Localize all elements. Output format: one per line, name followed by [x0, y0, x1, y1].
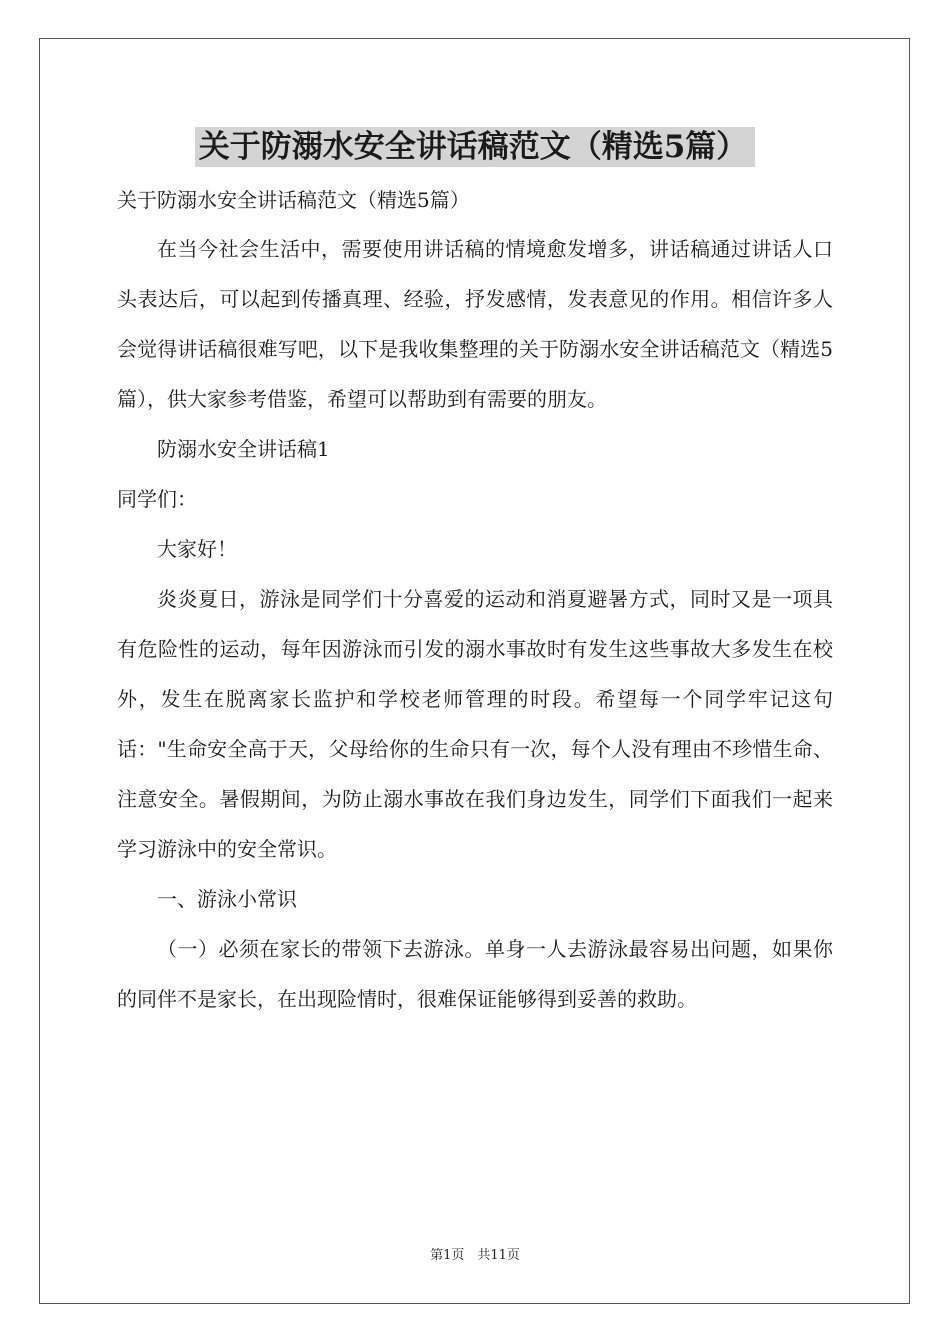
document-body: [117, 176, 833, 1024]
intro-paragraph: 在当今社会生活中，需要使用讲话稿的情境愈发增多，讲话稿通过讲话人口头表达后，可以起到传播真理、经验，抒发感情，发表意见的作用。相信许多人会觉得讲话稿很难写吧，以下是我收集整理的关于防溺水安全讲话稿范文（精选5篇），供大家参考借鉴，希望可以帮助到有需要的朋友。: [117, 237, 833, 411]
body-paragraph: （一）必须在家长的带领下去游泳。单身一人去游泳最容易出问题，如果你的同伴不是家长，在出现险情时，很难保证能够得到妥善的救助。: [117, 937, 833, 1011]
title-container: [0, 127, 950, 167]
subtitle-paragraph: 关于防溺水安全讲话稿范文（精选5篇）: [117, 188, 470, 212]
page-footer: 第1页 共11页: [430, 1248, 520, 1263]
section-heading: 防溺水安全讲话稿1: [157, 437, 330, 461]
subsection-heading: 一、游泳小常识: [157, 887, 297, 911]
body-paragraph: 炎炎夏日，游泳是同学们十分喜爱的运动和消夏避暑方式，同时又是一项具有危险性的运动，每年因游泳而引发的溺水事故时有发生这些事故大多发生在校外，发生在脱离家长监护和学校老师管理的时段。希望每一个同学牢记这句话："生命安全高于天，父母给你的生命只有一次，每个人没有理由不珍惜生命、注意安全。暑假期间，为防止溺水事故在我们身边发生，同学们下面我们一起来学习游泳中的安全常识。: [117, 587, 833, 861]
document-title: 关于防溺水安全讲话稿范文（精选5篇）: [195, 127, 756, 167]
salutation: 同学们：: [117, 487, 197, 511]
greeting: 大家好！: [157, 537, 237, 561]
